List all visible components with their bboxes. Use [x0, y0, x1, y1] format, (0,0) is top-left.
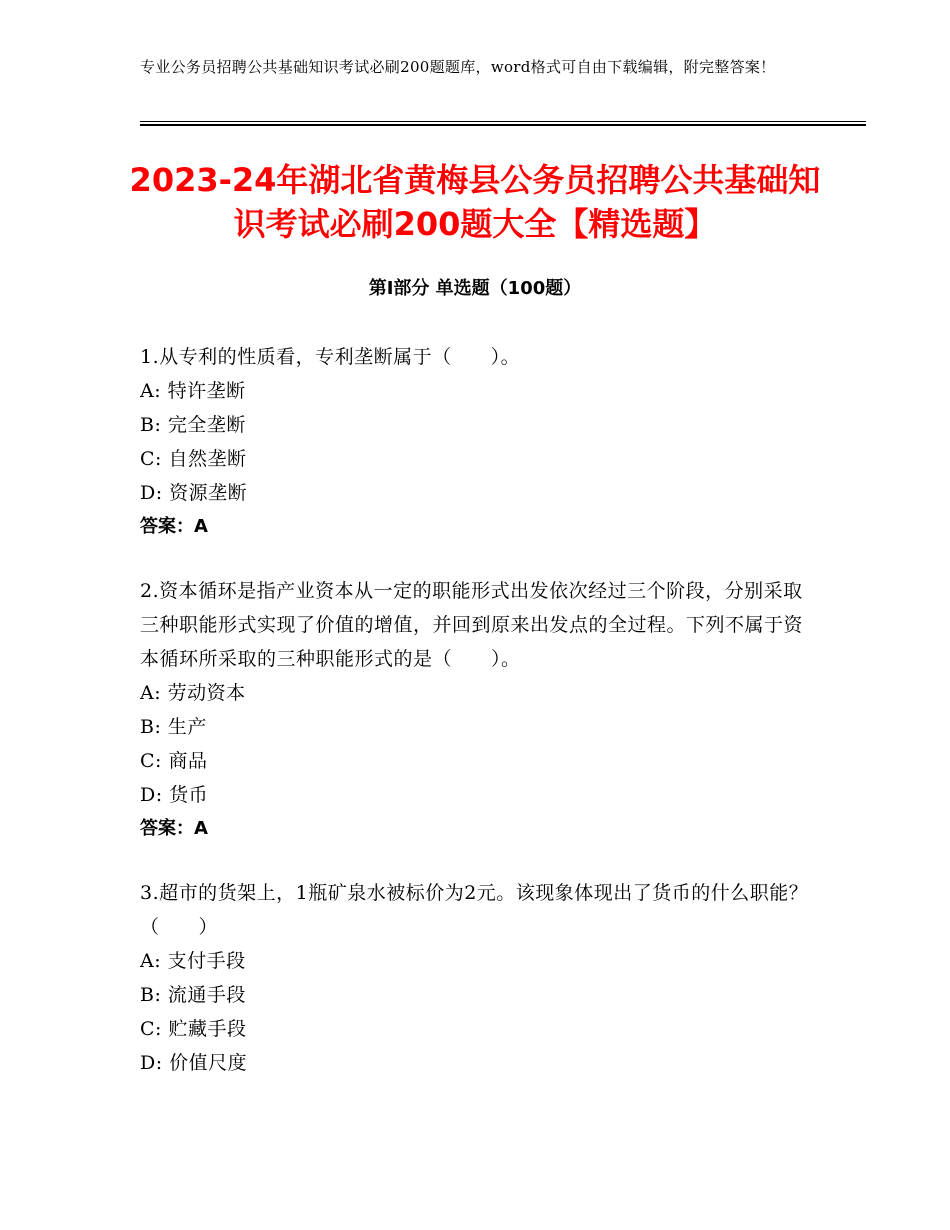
question-stem: 2.资本循环是指产业资本从一定的职能形式出发依次经过三个阶段，分别采取三种职能形式实现了价值的增值，并回到原来出发点的全过程。下列不属于资本循环所采取的三种职能形式的是（ ）。	[140, 580, 804, 670]
question-2	[140, 574, 810, 846]
option-b: B: 生产	[140, 716, 207, 738]
option-b: B: 流通手段	[140, 984, 246, 1006]
question-stem: 3.超市的货架上，1瓶矿泉水被标价为2元。该现象体现出了货币的什么职能？（ ）	[140, 882, 809, 938]
answer: 答案：A	[140, 818, 208, 839]
option-a: A: 支付手段	[140, 950, 246, 972]
header-rule-thick	[140, 124, 866, 126]
option-b: B: 完全垄断	[140, 414, 246, 436]
option-c: C: 贮藏手段	[140, 1018, 247, 1040]
answer: 答案：A	[140, 516, 208, 537]
document-title: 2023-24年湖北省黄梅县公务员招聘公共基础知识考试必刷200题大全【精选题】	[129, 161, 821, 243]
option-d: D: 货币	[140, 784, 209, 806]
option-a: A: 劳动资本	[140, 682, 246, 704]
option-c: C: 自然垄断	[140, 448, 247, 470]
option-d: D: 价值尺度	[140, 1052, 248, 1074]
question-stem: 1.从专利的性质看，专利垄断属于（ ）。	[140, 346, 521, 368]
header-rule-thin	[140, 121, 866, 122]
question-3	[140, 876, 810, 1080]
header-note: 专业公务员招聘公共基础知识考试必刷200题题库，word格式可自由下载编辑，附完整答案！	[140, 58, 776, 76]
option-d: D: 资源垄断	[140, 482, 248, 504]
section-heading: 第Ⅰ部分 单选题（100题）	[368, 278, 582, 299]
option-c: C: 商品	[140, 750, 208, 772]
question-list	[140, 340, 810, 1110]
option-a: A: 特许垄断	[140, 380, 246, 402]
question-1	[140, 340, 810, 544]
